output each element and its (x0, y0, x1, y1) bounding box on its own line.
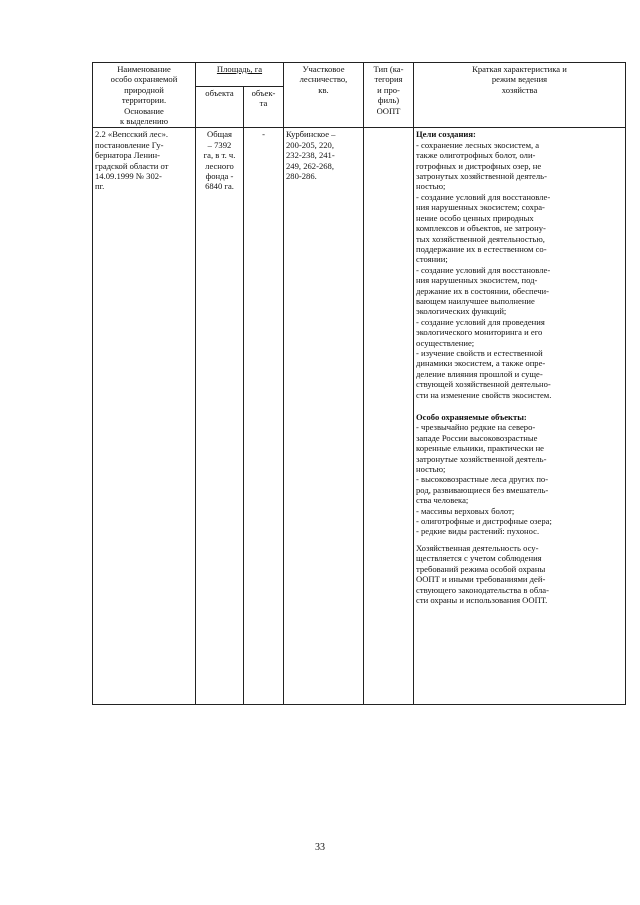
regime-text: Хозяйственная деятельность осу- ществляется с учетом соблюдения требований режима особой охраны ООПТ и иными требованиями дей- ствующего законодательства в обла- сти охраны и использования ООПТ. (416, 542, 549, 605)
cell-forestry: Курбинское – 200-205, 220, 232-238, 241- 249, 262-268, 280-286. (284, 128, 364, 705)
header-description: Краткая характеристика и режим ведения хозяйства (414, 63, 626, 128)
page-number: 33 (315, 842, 325, 853)
table-row (93, 128, 626, 705)
header-forestry: Участковое лесничество, кв. (284, 63, 364, 128)
cell-area-total: Общая – 7392 га, в т. ч. лесного фонда - 6840 га. (196, 128, 244, 705)
header-type: Тип (ка- тегория и про- филь) ООПТ (364, 63, 414, 128)
cell-type (364, 128, 414, 705)
header-area-objects: объек- та (244, 86, 284, 128)
cell-name: 2.2 «Вепсский лес». постановление Гу- бернатора Ленин- градской области от 14.09.1999 № 302- пг. (93, 128, 196, 705)
goals-text: - сохранение лесных экосистем, а также олиготрофных болот, оли- готрофных и дистрофных озер, не затронутых хозяйственной деятель- ностью; - создание условий для восстановле- ния нарушенных экосистем; сохра- нение особо ценных природных комплексов и объектов, не затрону- тых хозяйственной деятельностью, поддержание их в естественном со- стоянии; - создание условий для восстановле- ния нарушенных экосистем, под- держание их в состоянии, обеспечи- вающем наилучшее выполнение экологических функций; - создание условий для проведения экологического мониторинга и его осуществление; - изучение свойств и естественной динамики экосистем, а также опре- деление влияния прошлой и суще- ствующей хозяйственной деятельно- сти на изменение свойств экосистем. (416, 139, 552, 400)
cell-description (414, 128, 626, 705)
protected-objects-text: - чрезвычайно редкие на северо- западе России высоковозрастные коренные ельники, практически не затронутые хозяйственной деятель- ностью; - высоковозрастные леса других по- род, развивающиеся без вмешатель- ства человека; - массивы верховых болот; - олиготрофные и дистрофные озера; - редкие виды растений: пухонос. (416, 422, 552, 537)
header-area-total: объекта (196, 86, 244, 128)
header-area: Площадь, га (196, 63, 284, 87)
goals-title: Цели создания: (416, 129, 476, 140)
header-name: Наименование особо охраняемой природной территории. Основание к выделению (93, 63, 196, 128)
protected-area-table (92, 62, 626, 705)
protected-objects-title: Особо охраняемые объекты: (416, 412, 527, 422)
cell-area-objects: - (244, 128, 284, 705)
